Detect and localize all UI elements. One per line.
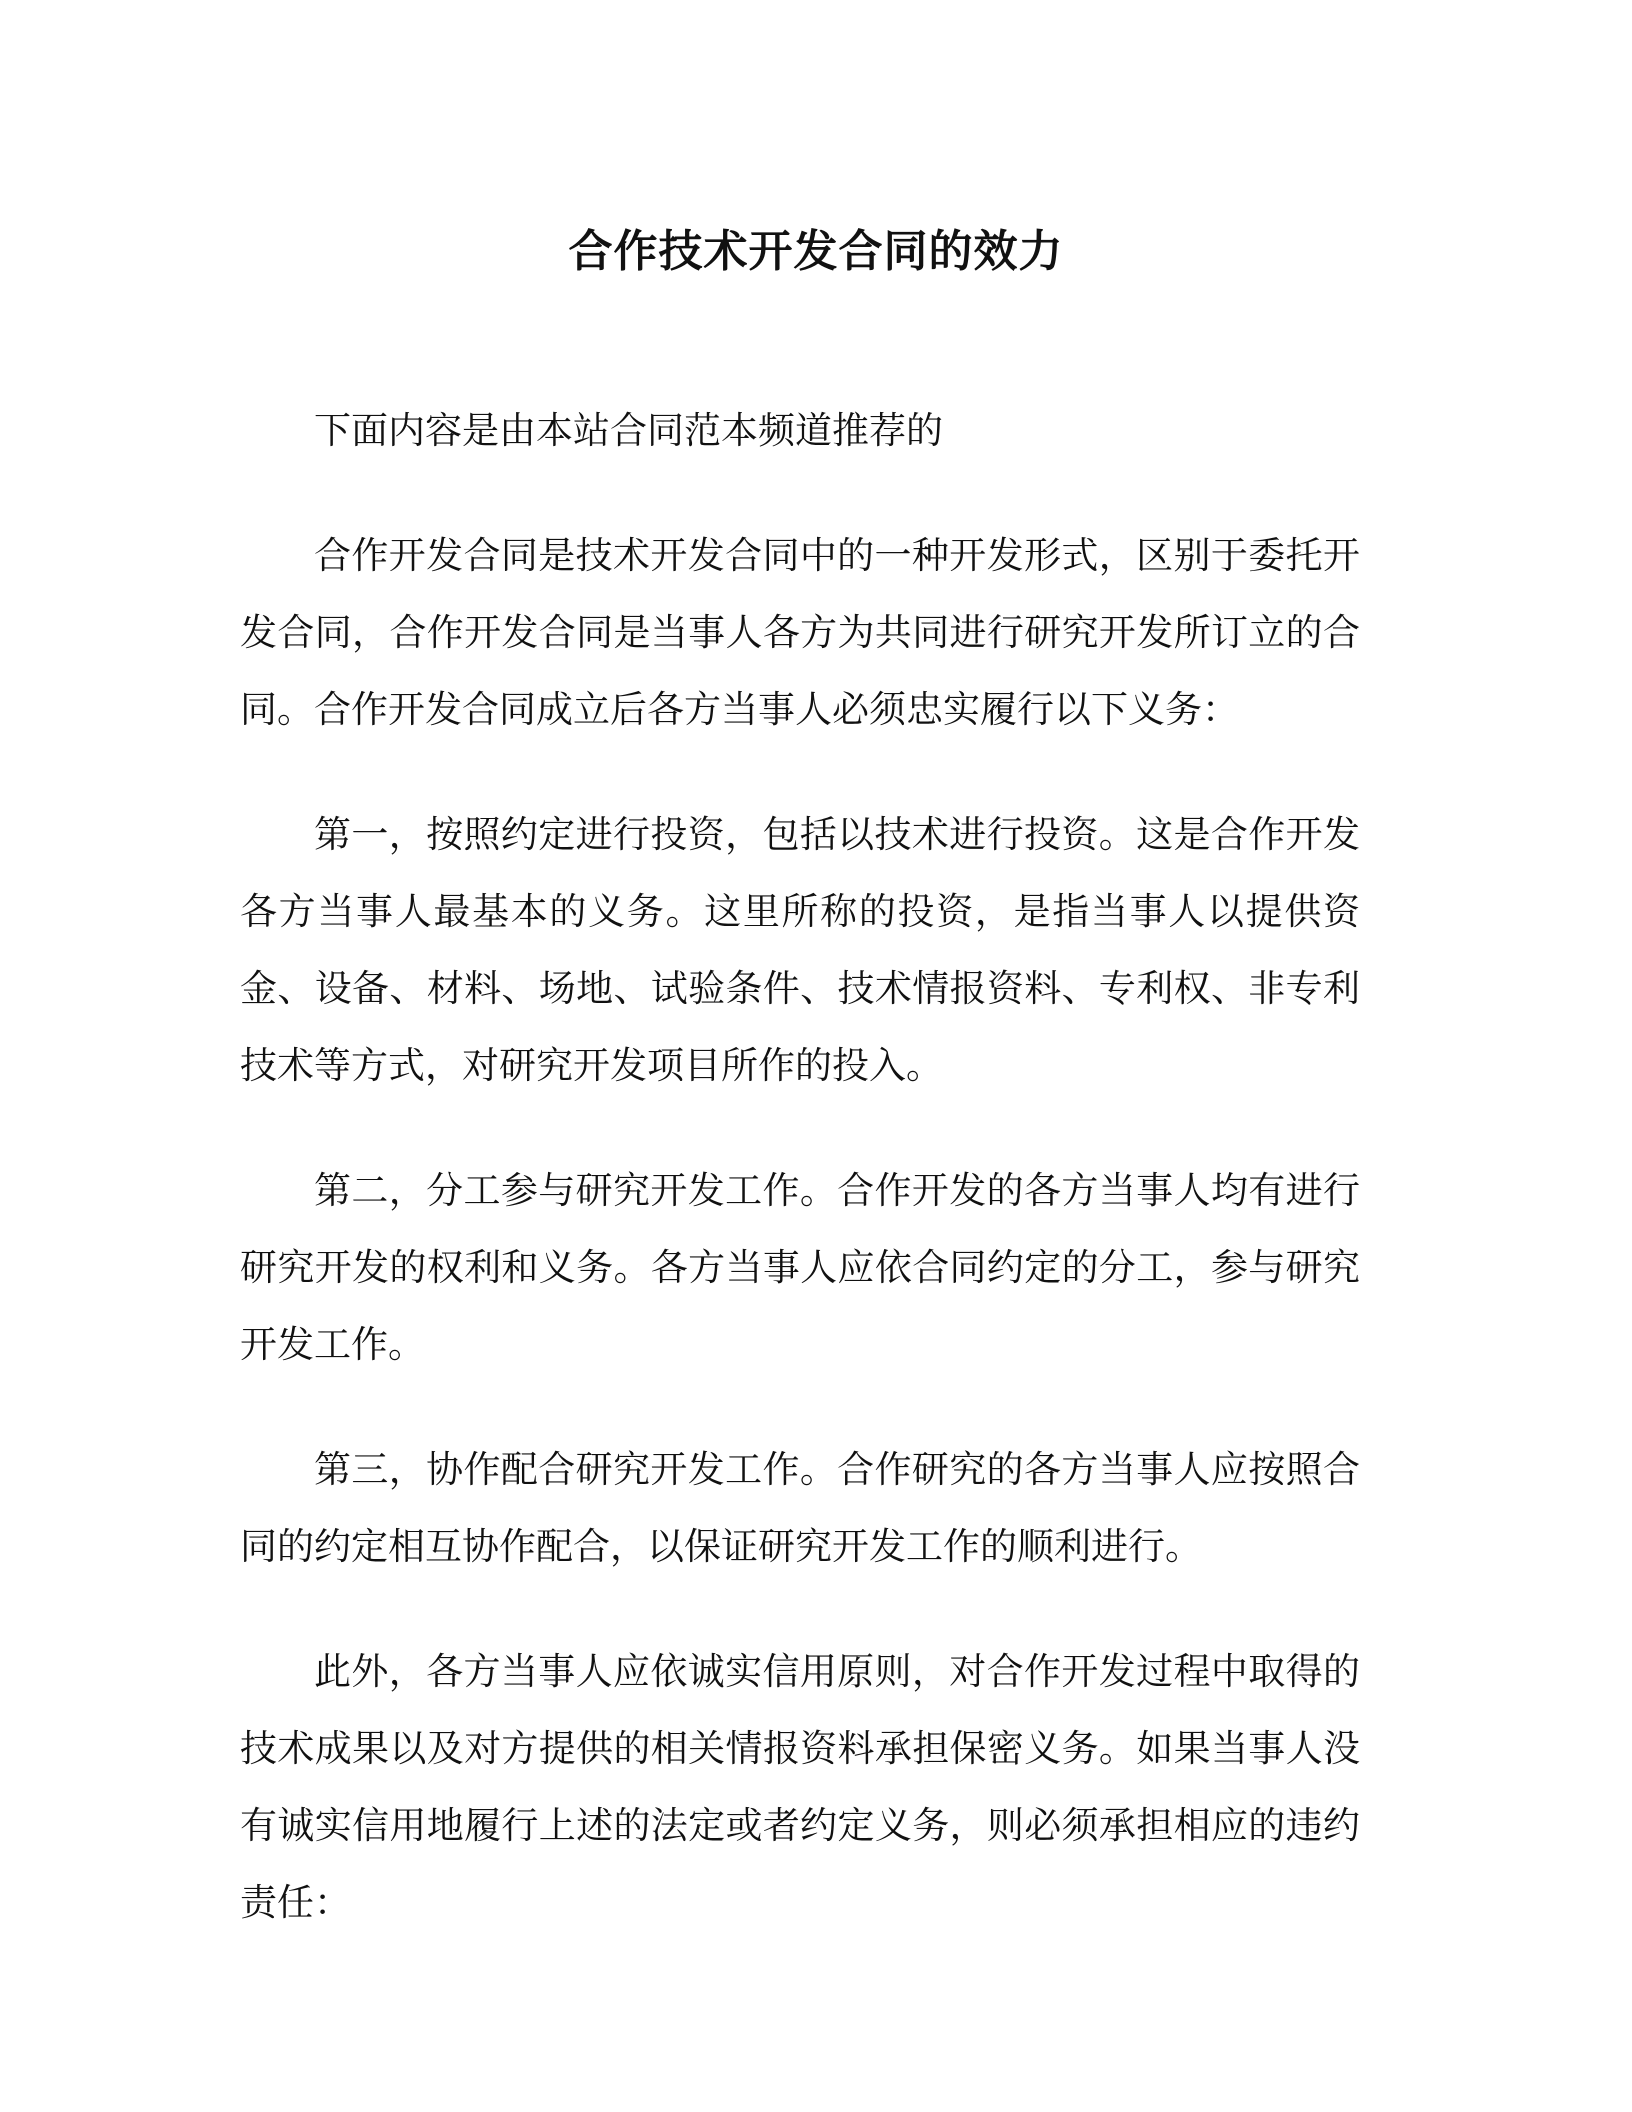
document-body (240, 392, 1360, 1989)
document-title: 合作技术开发合同的效力 (568, 226, 1064, 277)
paragraph-obligation-1: 第一，按照约定进行投资，包括以技术进行投资。这是合作开发各方当事人最基本的义务。这里所称的投资，是指当事人以提供资金、设备、材料、场地、试验条件、技术情报资料、专利权、非专利技术等方式，对研究开发项目所作的投入。 (240, 813, 1360, 1087)
paragraph-definition: 合作开发合同是技术开发合同中的一种开发形式，区别于委托开发合同，合作开发合同是当事人各方为共同进行研究开发所订立的合同。合作开发合同成立后各方当事人必须忠实履行以下义务： (240, 534, 1360, 731)
paragraph-obligation-2: 第二，分工参与研究开发工作。合作开发的各方当事人均有进行研究开发的权利和义务。各方当事人应依合同约定的分工，参与研究开发工作。 (240, 1169, 1360, 1366)
paragraph-obligation-3: 第三，协作配合研究开发工作。合作研究的各方当事人应按照合同的约定相互协作配合，以保证研究开发工作的顺利进行。 (240, 1448, 1360, 1568)
paragraph-intro: 下面内容是由本站合同范本频道推荐的 (314, 409, 943, 452)
paragraph-confidentiality: 此外，各方当事人应依诚实信用原则，对合作开发过程中取得的技术成果以及对方提供的相关情报资料承担保密义务。如果当事人没有诚实信用地履行上述的法定或者约定义务，则必须承担相应的违约责任： (240, 1650, 1360, 1924)
